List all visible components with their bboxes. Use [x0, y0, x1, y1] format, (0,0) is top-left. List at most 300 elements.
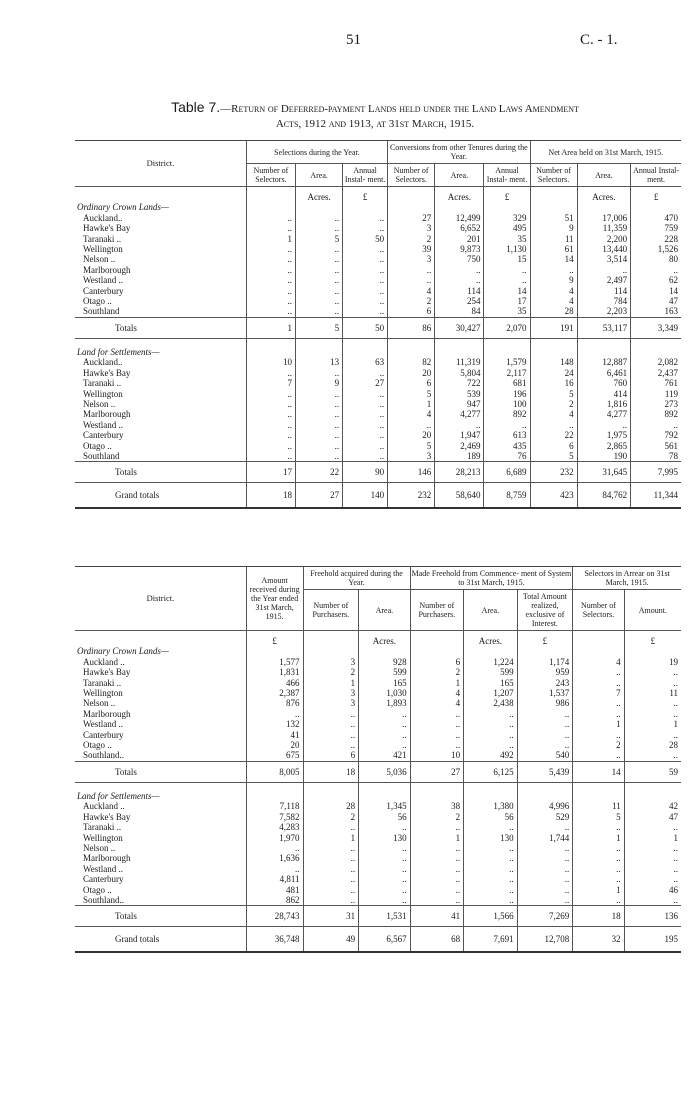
- value-cell: 1,577: [246, 657, 303, 667]
- table-row: [75, 430, 681, 440]
- value-cell: 5: [388, 441, 435, 451]
- value-cell: ..: [573, 895, 624, 906]
- value-cell: 4: [530, 286, 577, 296]
- district-name: Otago ..: [83, 884, 112, 895]
- value-cell: ..: [246, 389, 295, 399]
- district-cell: [75, 864, 246, 874]
- value-cell: 481: [246, 885, 303, 895]
- value-cell: 492: [464, 750, 518, 761]
- value-cell: ..: [303, 853, 359, 863]
- group-header: Conversions from other Tenures during the Year.: [388, 141, 530, 164]
- cell: [296, 202, 343, 212]
- value-cell: ..: [573, 822, 624, 832]
- grand-total-cell: 7,691: [464, 927, 518, 953]
- value-cell: 3,514: [577, 254, 631, 264]
- table-row: [75, 885, 681, 895]
- total-cell: 86: [388, 317, 435, 338]
- value-cell: 76: [484, 451, 530, 462]
- value-cell: ..: [303, 843, 359, 853]
- table-row: [75, 368, 681, 378]
- unit-cell: Acres.: [577, 187, 631, 203]
- value-cell: 1,636: [246, 853, 303, 863]
- value-cell: ..: [464, 719, 518, 729]
- group-header: Selections during the Year.: [246, 141, 387, 164]
- value-cell: 10: [410, 750, 464, 761]
- value-cell: ..: [624, 853, 681, 863]
- district-name: Westland ..: [83, 863, 124, 874]
- value-cell: ..: [359, 895, 410, 906]
- value-cell: 2,387: [246, 688, 303, 698]
- total-cell: 8,005: [246, 761, 303, 782]
- value-cell: ..: [303, 874, 359, 884]
- district-name: Otago ..: [83, 440, 112, 451]
- value-cell: 4,811: [246, 874, 303, 884]
- value-cell: ..: [296, 213, 343, 223]
- value-cell: ..: [246, 296, 295, 306]
- section-row: [75, 791, 681, 801]
- spacer-cell: [624, 782, 681, 791]
- value-cell: 4,996: [517, 801, 573, 811]
- value-cell: ..: [573, 709, 624, 719]
- table-row: [75, 389, 681, 399]
- value-cell: ..: [359, 740, 410, 750]
- value-cell: 759: [631, 223, 681, 233]
- value-cell: 1,526: [631, 244, 681, 254]
- cell: [435, 202, 484, 212]
- value-cell: 1,537: [517, 688, 573, 698]
- value-cell: 196: [484, 389, 530, 399]
- district-name: Marlborough: [83, 708, 131, 719]
- total-cell: 31: [303, 906, 359, 927]
- district-name: Auckland..: [83, 357, 123, 368]
- value-cell: ..: [573, 750, 624, 761]
- table-row: [75, 223, 681, 233]
- table-row: [75, 286, 681, 296]
- total-cell: 146: [388, 462, 435, 483]
- column-header: Number of Selectors.: [246, 164, 295, 187]
- table-row: [75, 864, 681, 874]
- cell: [303, 646, 359, 656]
- spacer-cell: [75, 338, 246, 347]
- value-cell: ..: [388, 420, 435, 430]
- group-header: Selectors in Arrear on 31st March, 1915.: [573, 567, 681, 590]
- value-cell: 1: [573, 833, 624, 843]
- value-cell: 470: [631, 213, 681, 223]
- value-cell: ..: [246, 843, 303, 853]
- value-cell: 11: [530, 234, 577, 244]
- value-cell: 78: [631, 451, 681, 462]
- value-cell: 56: [359, 812, 410, 822]
- value-cell: ..: [464, 740, 518, 750]
- value-cell: 10: [246, 357, 295, 367]
- value-cell: 466: [246, 678, 303, 688]
- grand-total-cell: 58,640: [435, 483, 484, 509]
- value-cell: 6,652: [435, 223, 484, 233]
- district-cell: [75, 709, 246, 719]
- cell: [530, 202, 577, 212]
- table-row: [75, 254, 681, 264]
- total-cell: 1,531: [359, 906, 410, 927]
- district-cell: [75, 812, 246, 822]
- table-row: [75, 719, 681, 729]
- table-row: [75, 265, 681, 275]
- value-cell: 56: [464, 812, 518, 822]
- value-cell: 35: [484, 234, 530, 244]
- district-cell: [75, 306, 246, 317]
- value-cell: ..: [343, 244, 388, 254]
- table-row: [75, 275, 681, 285]
- value-cell: ..: [343, 213, 388, 223]
- column-header: Area.: [435, 164, 484, 187]
- district-cell: [75, 296, 246, 306]
- value-cell: ..: [296, 275, 343, 285]
- value-cell: 114: [435, 286, 484, 296]
- value-cell: 82: [388, 357, 435, 367]
- value-cell: 561: [631, 441, 681, 451]
- value-cell: ..: [359, 822, 410, 832]
- district-cell: [75, 275, 246, 285]
- total-cell: 1,566: [464, 906, 518, 927]
- district-cell: [75, 698, 246, 708]
- district-cell: [75, 441, 246, 451]
- unit-cell: [530, 187, 577, 203]
- value-cell: 1: [388, 399, 435, 409]
- value-cell: ..: [343, 409, 388, 419]
- value-cell: 19: [624, 657, 681, 667]
- value-cell: ..: [246, 286, 295, 296]
- spacer-cell: [296, 338, 343, 347]
- cell: [577, 347, 631, 357]
- column-header: Area.: [296, 164, 343, 187]
- value-cell: 148: [530, 357, 577, 367]
- value-cell: 414: [577, 389, 631, 399]
- value-cell: ..: [296, 244, 343, 254]
- value-cell: 6: [410, 657, 464, 667]
- total-cell: 7,995: [631, 462, 681, 483]
- district-cell: [75, 730, 246, 740]
- table-row: [75, 213, 681, 223]
- value-cell: 6: [530, 441, 577, 451]
- district-name: Auckland..: [83, 212, 123, 223]
- group-header: Freehold acquired during the Year.: [303, 567, 410, 590]
- value-cell: 1,816: [577, 399, 631, 409]
- value-cell: 4: [530, 296, 577, 306]
- total-cell: 90: [343, 462, 388, 483]
- title-line-1: Return of Deferred-payment Lands held under the Land Laws Amendment: [231, 103, 579, 115]
- value-cell: 876: [246, 698, 303, 708]
- totals-label: Totals: [75, 761, 246, 782]
- section-row: [75, 347, 681, 357]
- district-name: Marlborough: [83, 853, 131, 864]
- unit-cell: Acres.: [296, 187, 343, 203]
- district-name: Wellington: [83, 688, 123, 699]
- value-cell: ..: [343, 265, 388, 275]
- totals-row: [75, 906, 681, 927]
- value-cell: ..: [464, 853, 518, 863]
- table-row: [75, 822, 681, 832]
- column-header: Annual Instal- ment.: [343, 164, 388, 187]
- district-name: Westland ..: [83, 719, 124, 730]
- value-cell: 2,469: [435, 441, 484, 451]
- column-header: Annual Instal- ment.: [484, 164, 530, 187]
- totals-row: [75, 317, 681, 338]
- total-cell: 2,070: [484, 317, 530, 338]
- total-cell: 191: [530, 317, 577, 338]
- grand-total-cell: 27: [296, 483, 343, 509]
- spacer-cell: [484, 338, 530, 347]
- district-name: Nelson ..: [83, 698, 116, 709]
- spacer-cell: [410, 782, 464, 791]
- value-cell: 1: [573, 885, 624, 895]
- value-cell: 2,082: [631, 357, 681, 367]
- value-cell: 11,319: [435, 357, 484, 367]
- district-cell: [75, 657, 246, 667]
- district-name: Auckland ..: [83, 656, 125, 667]
- value-cell: ..: [296, 286, 343, 296]
- value-cell: ..: [530, 265, 577, 275]
- total-cell: 28,213: [435, 462, 484, 483]
- value-cell: ..: [435, 275, 484, 285]
- value-cell: 2,865: [577, 441, 631, 451]
- value-cell: 201: [435, 234, 484, 244]
- value-cell: 3: [303, 657, 359, 667]
- value-cell: ..: [484, 275, 530, 285]
- value-cell: 190: [577, 451, 631, 462]
- district-cell: [75, 631, 246, 647]
- table-row: [75, 801, 681, 811]
- unit-cell: [246, 187, 295, 203]
- grand-total-cell: 84,762: [577, 483, 631, 509]
- total-cell: 30,427: [435, 317, 484, 338]
- cell: [388, 347, 435, 357]
- spacer-cell: [577, 338, 631, 347]
- district-cell: [75, 874, 246, 884]
- table-row: [75, 709, 681, 719]
- value-cell: ..: [464, 730, 518, 740]
- value-cell: 1,345: [359, 801, 410, 811]
- value-cell: ..: [464, 885, 518, 895]
- value-cell: 761: [631, 378, 681, 388]
- district-cell: [75, 265, 246, 275]
- district-name: Westland ..: [83, 275, 124, 286]
- value-cell: 6: [388, 378, 435, 388]
- value-cell: 11: [624, 688, 681, 698]
- table-row: [75, 812, 681, 822]
- value-cell: ..: [410, 740, 464, 750]
- unit-cell: [388, 187, 435, 203]
- district-cell: [75, 378, 246, 388]
- value-cell: 62: [631, 275, 681, 285]
- district-cell: [75, 213, 246, 223]
- value-cell: 11,359: [577, 223, 631, 233]
- value-cell: ..: [246, 709, 303, 719]
- value-cell: 1,947: [435, 430, 484, 440]
- value-cell: ..: [573, 730, 624, 740]
- value-cell: ..: [624, 667, 681, 677]
- value-cell: ..: [517, 709, 573, 719]
- cell: [246, 202, 295, 212]
- value-cell: ..: [246, 368, 295, 378]
- table-row: [75, 234, 681, 244]
- value-cell: 5: [388, 389, 435, 399]
- value-cell: 7: [246, 378, 295, 388]
- value-cell: ..: [359, 719, 410, 729]
- value-cell: ..: [517, 822, 573, 832]
- table-row: [75, 698, 681, 708]
- district-name: Otago ..: [83, 296, 112, 307]
- grand-totals-label: Grand totals: [75, 927, 246, 953]
- total-cell: 1: [246, 317, 295, 338]
- value-cell: 1,380: [464, 801, 518, 811]
- unit-cell: [410, 631, 464, 647]
- value-cell: 599: [359, 667, 410, 677]
- value-cell: ..: [359, 853, 410, 863]
- spacer-row: [75, 338, 681, 347]
- value-cell: 84: [435, 306, 484, 317]
- district-name: Nelson ..: [83, 254, 116, 265]
- value-cell: ..: [246, 265, 295, 275]
- value-cell: ..: [410, 864, 464, 874]
- column-header: Number of Purchasers.: [410, 590, 464, 631]
- district-cell: [75, 234, 246, 244]
- district-cell: [75, 357, 246, 367]
- value-cell: ..: [296, 254, 343, 264]
- spacer-cell: [631, 338, 681, 347]
- cell: [484, 347, 530, 357]
- value-cell: ..: [246, 306, 295, 317]
- column-header: Number of Selectors.: [388, 164, 435, 187]
- value-cell: ..: [464, 709, 518, 719]
- value-cell: 760: [577, 378, 631, 388]
- value-cell: 1: [303, 678, 359, 688]
- value-cell: 100: [484, 399, 530, 409]
- spacer-cell: [303, 782, 359, 791]
- value-cell: 7,582: [246, 812, 303, 822]
- district-name: Southland: [83, 306, 120, 317]
- section-label: Ordinary Crown Lands—: [77, 646, 169, 657]
- value-cell: 80: [631, 254, 681, 264]
- unit-cell: [303, 631, 359, 647]
- value-cell: 51: [530, 213, 577, 223]
- value-cell: 2: [410, 812, 464, 822]
- value-cell: 7,118: [246, 801, 303, 811]
- unit-cell: £: [624, 631, 681, 647]
- spacer-cell: [388, 338, 435, 347]
- value-cell: 784: [577, 296, 631, 306]
- deferred-payment-table-1: [75, 140, 681, 509]
- district-cell: [75, 678, 246, 688]
- table-row: [75, 451, 681, 462]
- value-cell: 6: [303, 750, 359, 761]
- section-label: Land for Settlements—: [77, 790, 160, 801]
- unit-cell: £: [246, 631, 303, 647]
- value-cell: 254: [435, 296, 484, 306]
- value-cell: 27: [343, 378, 388, 388]
- value-cell: 4,277: [435, 409, 484, 419]
- district-name: Hawke's Bay: [83, 811, 131, 822]
- district-name: Wellington: [83, 832, 123, 843]
- value-cell: ..: [246, 430, 295, 440]
- value-cell: 4: [573, 657, 624, 667]
- unit-cell: £: [484, 187, 530, 203]
- district-name: Hawke's Bay: [83, 223, 131, 234]
- cell: [577, 202, 631, 212]
- district-name: Hawke's Bay: [83, 367, 131, 378]
- value-cell: 4,283: [246, 822, 303, 832]
- value-cell: 165: [359, 678, 410, 688]
- value-cell: 28: [624, 740, 681, 750]
- district-cell: [75, 420, 246, 430]
- value-cell: 1: [246, 234, 295, 244]
- value-cell: 273: [631, 399, 681, 409]
- value-cell: 4,277: [577, 409, 631, 419]
- cell: [435, 347, 484, 357]
- value-cell: 163: [631, 306, 681, 317]
- district-cell: [75, 389, 246, 399]
- units-row: [75, 187, 681, 203]
- value-cell: 1,224: [464, 657, 518, 667]
- value-cell: 2,437: [631, 368, 681, 378]
- value-cell: 9: [296, 378, 343, 388]
- value-cell: 1: [573, 719, 624, 729]
- value-cell: ..: [517, 874, 573, 884]
- spacer-cell: [75, 782, 246, 791]
- title-line-2: Acts, 1912 and 1913, at 31st March, 1915.: [275, 118, 475, 130]
- value-cell: ..: [410, 843, 464, 853]
- table-row: [75, 409, 681, 419]
- total-cell: 59: [624, 761, 681, 782]
- table-row: [75, 244, 681, 254]
- cell: [464, 646, 518, 656]
- value-cell: 12,499: [435, 213, 484, 223]
- value-cell: 14: [631, 286, 681, 296]
- value-cell: ..: [296, 420, 343, 430]
- value-cell: ..: [464, 843, 518, 853]
- value-cell: 928: [359, 657, 410, 667]
- value-cell: 3: [388, 223, 435, 233]
- value-cell: 4: [410, 688, 464, 698]
- value-cell: ..: [410, 853, 464, 863]
- district-name: Nelson ..: [83, 842, 116, 853]
- value-cell: ..: [303, 740, 359, 750]
- value-cell: ..: [577, 420, 631, 430]
- value-cell: 959: [517, 667, 573, 677]
- value-cell: 243: [517, 678, 573, 688]
- value-cell: ..: [246, 399, 295, 409]
- value-cell: ..: [296, 306, 343, 317]
- grand-total-cell: 6,567: [359, 927, 410, 953]
- value-cell: 39: [388, 244, 435, 254]
- value-cell: ..: [573, 864, 624, 874]
- value-cell: 2: [303, 667, 359, 677]
- value-cell: ..: [410, 895, 464, 906]
- table-row: [75, 853, 681, 863]
- value-cell: 3: [388, 254, 435, 264]
- table-row: [75, 730, 681, 740]
- total-cell: 3,349: [631, 317, 681, 338]
- value-cell: 119: [631, 389, 681, 399]
- grand-totals-label: Grand totals: [75, 483, 246, 509]
- grand-total-cell: 140: [343, 483, 388, 509]
- value-cell: 130: [464, 833, 518, 843]
- district-header: District.: [75, 141, 246, 187]
- table-row: [75, 296, 681, 306]
- value-cell: 862: [246, 895, 303, 906]
- value-cell: ..: [343, 399, 388, 409]
- value-cell: 1,579: [484, 357, 530, 367]
- column-header: Number of Purchasers.: [303, 590, 359, 631]
- value-cell: 4: [388, 286, 435, 296]
